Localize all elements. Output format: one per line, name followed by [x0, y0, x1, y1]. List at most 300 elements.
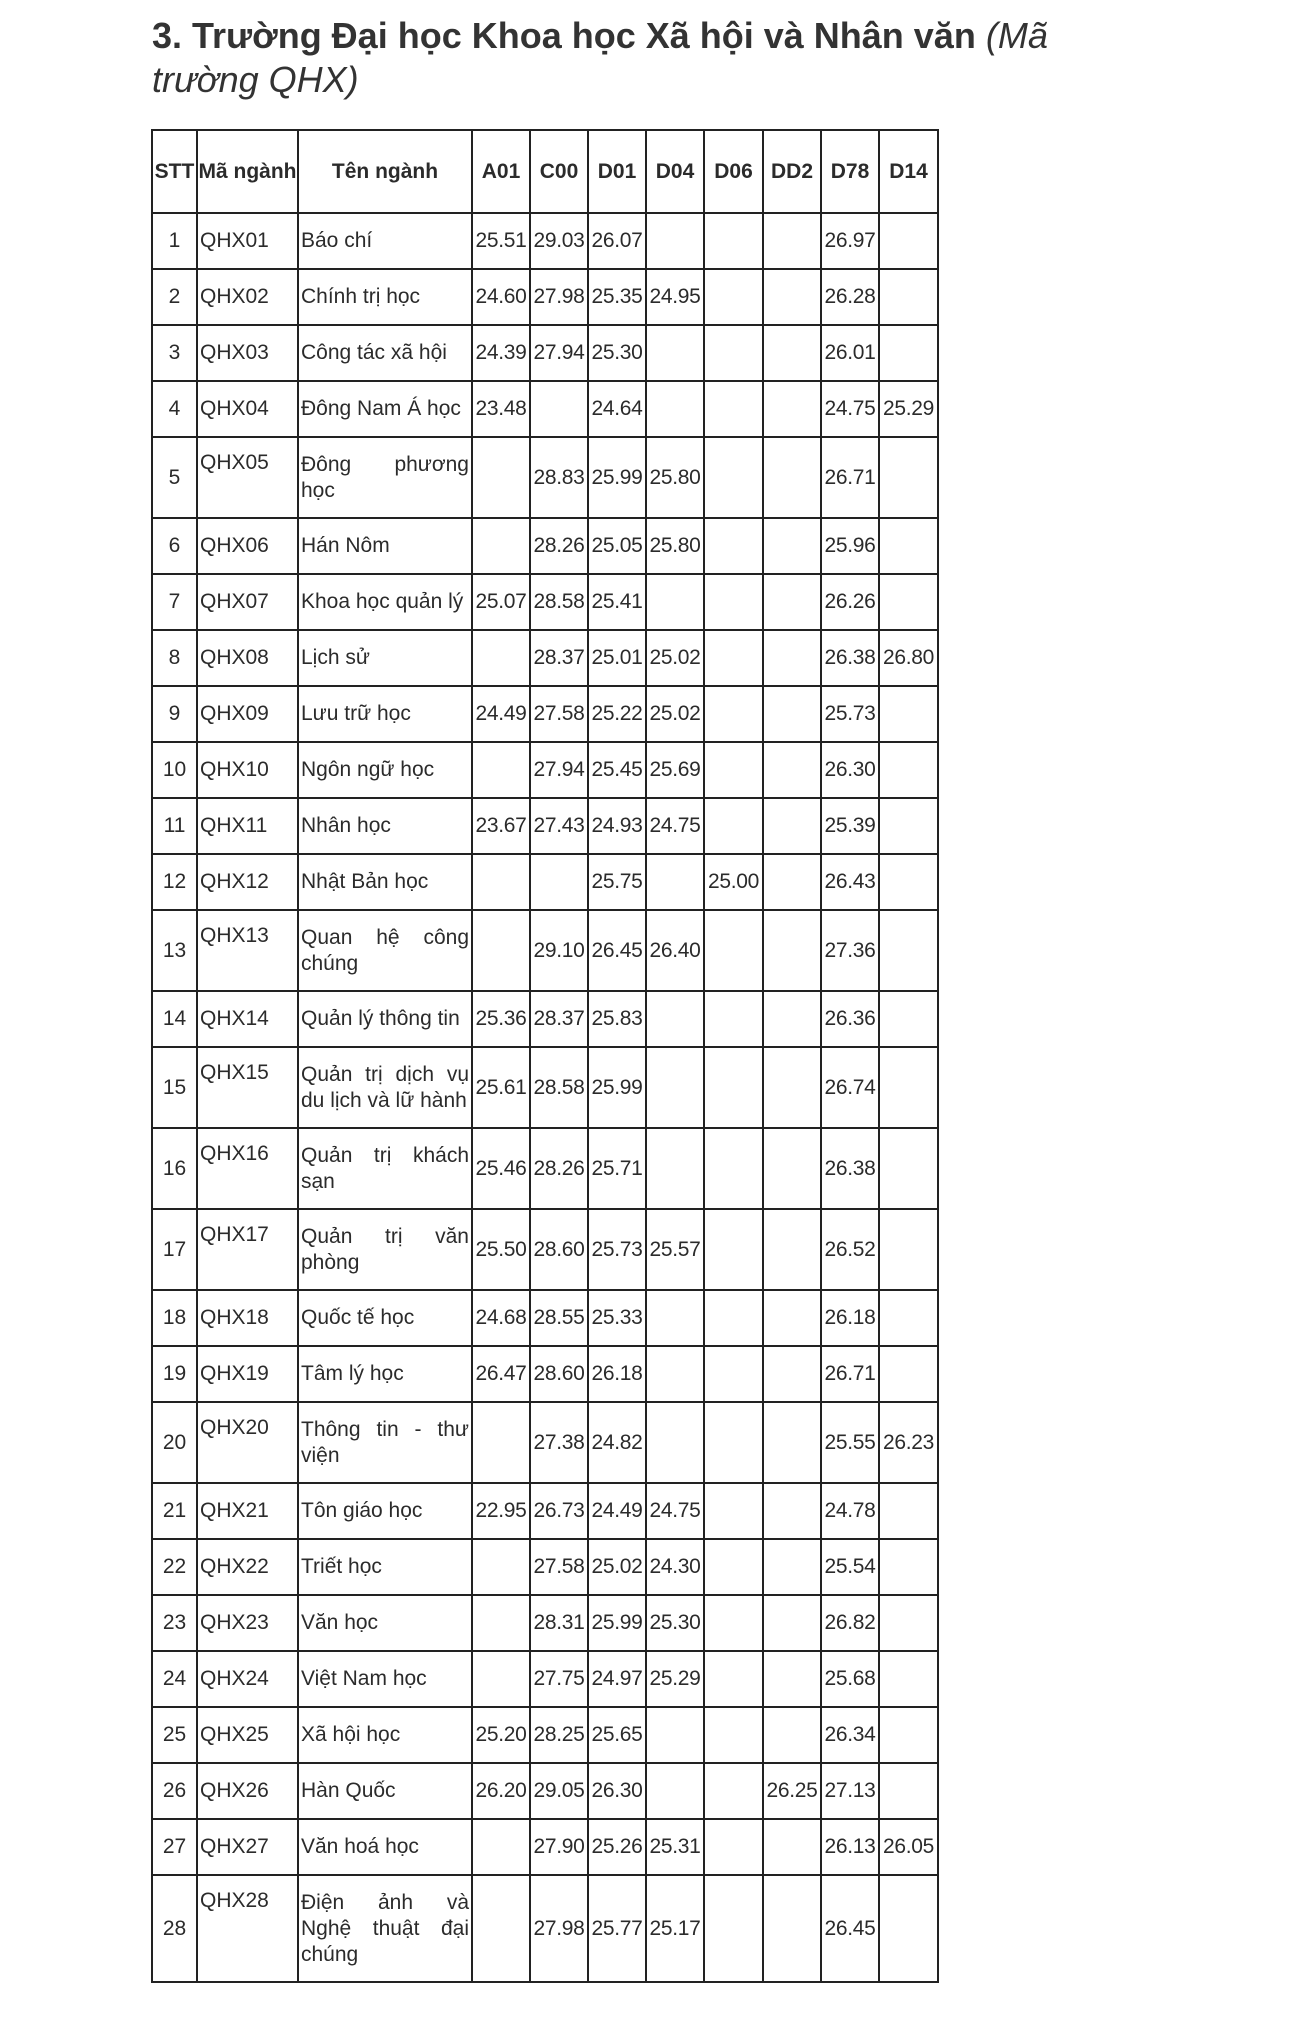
score-cell: 25.46	[472, 1128, 530, 1209]
score-cell: 26.18	[588, 1346, 646, 1402]
score-cell	[472, 1402, 530, 1483]
table-row	[152, 1539, 938, 1595]
score-cell: 27.58	[530, 686, 588, 742]
table-row	[152, 437, 938, 518]
table-row	[152, 1707, 938, 1763]
score-cell: 28.31	[530, 1595, 588, 1651]
score-cell	[646, 1290, 704, 1346]
score-cell: 25.69	[646, 742, 704, 798]
score-cell: 27.94	[530, 742, 588, 798]
row-number-cell: 7	[152, 574, 197, 630]
score-cell: 26.07	[588, 213, 646, 269]
score-cell	[704, 1483, 763, 1539]
score-cell	[704, 630, 763, 686]
score-cell: 24.49	[472, 686, 530, 742]
table-row	[152, 1763, 938, 1819]
score-cell: 26.73	[530, 1483, 588, 1539]
score-cell	[763, 325, 821, 381]
table-row	[152, 1402, 938, 1483]
score-cell	[763, 1707, 821, 1763]
program-code-cell: QHX26	[197, 1763, 298, 1819]
score-cell	[704, 1875, 763, 1982]
table-row	[152, 213, 938, 269]
score-cell: 25.02	[646, 686, 704, 742]
score-cell	[879, 1651, 938, 1707]
column-header: D04	[646, 130, 704, 213]
score-cell	[646, 1707, 704, 1763]
row-number-cell: 17	[152, 1209, 197, 1290]
table-row	[152, 269, 938, 325]
program-code-cell: QHX03	[197, 325, 298, 381]
score-cell: 27.90	[530, 1819, 588, 1875]
score-cell	[879, 798, 938, 854]
score-cell: 26.30	[588, 1763, 646, 1819]
score-cell	[763, 1402, 821, 1483]
score-cell	[472, 1539, 530, 1595]
score-cell: 25.36	[472, 991, 530, 1047]
score-cell: 25.29	[646, 1651, 704, 1707]
column-header: DD2	[763, 130, 821, 213]
score-cell: 27.13	[821, 1763, 879, 1819]
score-cell	[704, 1402, 763, 1483]
program-name-cell: Quản lý thông tin	[298, 991, 472, 1047]
score-cell: 27.36	[821, 910, 879, 991]
score-cell	[879, 1209, 938, 1290]
program-code-cell: QHX25	[197, 1707, 298, 1763]
table-row	[152, 1483, 938, 1539]
score-cell	[704, 1651, 763, 1707]
column-header: Mã ngành	[197, 130, 298, 213]
score-cell: 26.71	[821, 437, 879, 518]
program-code-cell: QHX04	[197, 381, 298, 437]
table-row	[152, 381, 938, 437]
score-cell: 27.75	[530, 1651, 588, 1707]
score-cell: 26.18	[821, 1290, 879, 1346]
program-name-cell: Quản trị văn phòng	[298, 1209, 472, 1290]
score-cell	[879, 1595, 938, 1651]
score-cell: 28.26	[530, 1128, 588, 1209]
score-cell	[646, 1047, 704, 1128]
column-header: Tên ngành	[298, 130, 472, 213]
score-cell: 25.30	[588, 325, 646, 381]
score-cell: 25.80	[646, 437, 704, 518]
table-header-row	[152, 130, 938, 213]
score-cell: 28.37	[530, 991, 588, 1047]
score-cell: 25.05	[588, 518, 646, 574]
row-number-cell: 9	[152, 686, 197, 742]
score-cell	[763, 1128, 821, 1209]
score-cell: 27.58	[530, 1539, 588, 1595]
program-name-cell: Khoa học quản lý	[298, 574, 472, 630]
program-name-cell: Công tác xã hội	[298, 325, 472, 381]
score-cell: 26.13	[821, 1819, 879, 1875]
score-cell	[704, 742, 763, 798]
program-name-cell: Đông Nam Á học	[298, 381, 472, 437]
row-number-cell: 11	[152, 798, 197, 854]
score-cell	[763, 1651, 821, 1707]
program-code-cell: QHX19	[197, 1346, 298, 1402]
program-code-cell: QHX16	[197, 1128, 298, 1209]
score-cell: 29.10	[530, 910, 588, 991]
score-cell: 24.93	[588, 798, 646, 854]
score-cell: 24.75	[821, 381, 879, 437]
score-cell	[704, 910, 763, 991]
program-code-cell: QHX20	[197, 1402, 298, 1483]
row-number-cell: 10	[152, 742, 197, 798]
score-cell: 26.45	[588, 910, 646, 991]
program-code-cell: QHX09	[197, 686, 298, 742]
score-cell: 28.60	[530, 1346, 588, 1402]
score-cell: 25.55	[821, 1402, 879, 1483]
score-cell: 26.40	[646, 910, 704, 991]
score-cell: 28.37	[530, 630, 588, 686]
column-header: A01	[472, 130, 530, 213]
score-cell: 26.25	[763, 1763, 821, 1819]
score-cell: 29.03	[530, 213, 588, 269]
program-code-cell: QHX05	[197, 437, 298, 518]
score-cell: 26.71	[821, 1346, 879, 1402]
program-code-cell: QHX23	[197, 1595, 298, 1651]
row-number-cell: 16	[152, 1128, 197, 1209]
table-row	[152, 910, 938, 991]
score-cell: 25.99	[588, 437, 646, 518]
program-name-cell: Điện ảnh và Nghệ thuật đại chúng	[298, 1875, 472, 1982]
score-cell	[646, 574, 704, 630]
score-cell	[763, 1209, 821, 1290]
score-cell	[704, 1707, 763, 1763]
score-cell	[879, 1875, 938, 1982]
score-cell: 24.39	[472, 325, 530, 381]
section-title: 3. Trường Đại học Khoa học Xã hội và Nhân văn	[152, 15, 976, 56]
row-number-cell: 27	[152, 1819, 197, 1875]
score-cell: 25.39	[821, 798, 879, 854]
score-cell: 25.00	[704, 854, 763, 910]
program-code-cell: QHX15	[197, 1047, 298, 1128]
score-cell	[763, 1483, 821, 1539]
score-cell	[704, 213, 763, 269]
score-cell: 28.83	[530, 437, 588, 518]
program-code-cell: QHX24	[197, 1651, 298, 1707]
program-code-cell: QHX28	[197, 1875, 298, 1982]
score-cell	[530, 381, 588, 437]
score-cell	[763, 1047, 821, 1128]
score-cell	[879, 742, 938, 798]
score-cell: 28.25	[530, 1707, 588, 1763]
score-cell: 24.97	[588, 1651, 646, 1707]
score-cell: 25.22	[588, 686, 646, 742]
score-cell: 27.38	[530, 1402, 588, 1483]
row-number-cell: 23	[152, 1595, 197, 1651]
score-cell	[879, 1539, 938, 1595]
score-cell	[879, 1128, 938, 1209]
score-cell	[704, 991, 763, 1047]
table-row	[152, 1875, 938, 1982]
program-code-cell: QHX22	[197, 1539, 298, 1595]
score-cell	[763, 574, 821, 630]
column-header: C00	[530, 130, 588, 213]
score-cell	[646, 1346, 704, 1402]
row-number-cell: 13	[152, 910, 197, 991]
score-cell	[704, 1763, 763, 1819]
score-cell	[879, 991, 938, 1047]
column-header: D14	[879, 130, 938, 213]
table-body	[152, 213, 938, 1982]
table-row	[152, 1047, 938, 1128]
row-number-cell: 14	[152, 991, 197, 1047]
score-cell	[763, 630, 821, 686]
score-cell	[879, 1346, 938, 1402]
score-cell: 25.45	[588, 742, 646, 798]
score-cell	[763, 1595, 821, 1651]
score-cell: 25.33	[588, 1290, 646, 1346]
table-row	[152, 798, 938, 854]
score-cell	[704, 1819, 763, 1875]
table-row	[152, 630, 938, 686]
score-cell	[763, 269, 821, 325]
score-cell: 28.26	[530, 518, 588, 574]
score-cell	[879, 1483, 938, 1539]
table-row	[152, 574, 938, 630]
row-number-cell: 5	[152, 437, 197, 518]
program-code-cell: QHX12	[197, 854, 298, 910]
table-row	[152, 1209, 938, 1290]
row-number-cell: 3	[152, 325, 197, 381]
score-cell: 25.68	[821, 1651, 879, 1707]
program-name-cell: Hán Nôm	[298, 518, 472, 574]
score-cell: 26.34	[821, 1707, 879, 1763]
score-cell	[879, 910, 938, 991]
score-cell	[704, 1539, 763, 1595]
score-cell	[879, 213, 938, 269]
table-row	[152, 325, 938, 381]
score-cell	[763, 686, 821, 742]
score-cell: 27.94	[530, 325, 588, 381]
score-cell	[704, 574, 763, 630]
program-name-cell: Nhân học	[298, 798, 472, 854]
score-cell	[704, 269, 763, 325]
score-cell	[704, 1595, 763, 1651]
score-cell: 26.28	[821, 269, 879, 325]
score-cell: 25.01	[588, 630, 646, 686]
table-row	[152, 1290, 938, 1346]
score-cell: 26.36	[821, 991, 879, 1047]
program-name-cell: Báo chí	[298, 213, 472, 269]
score-cell: 24.75	[646, 798, 704, 854]
score-cell: 25.26	[588, 1819, 646, 1875]
score-cell	[472, 630, 530, 686]
score-cell: 24.60	[472, 269, 530, 325]
program-name-cell: Đông phương học	[298, 437, 472, 518]
score-cell	[763, 1539, 821, 1595]
score-cell: 26.43	[821, 854, 879, 910]
score-cell	[704, 1128, 763, 1209]
score-cell: 26.74	[821, 1047, 879, 1128]
score-cell	[763, 437, 821, 518]
score-cell	[472, 854, 530, 910]
table-row	[152, 1128, 938, 1209]
table-row	[152, 854, 938, 910]
score-cell: 25.65	[588, 1707, 646, 1763]
program-name-cell: Lưu trữ học	[298, 686, 472, 742]
score-cell: 28.60	[530, 1209, 588, 1290]
score-cell: 24.49	[588, 1483, 646, 1539]
score-cell: 25.61	[472, 1047, 530, 1128]
score-cell: 26.38	[821, 630, 879, 686]
score-cell: 25.17	[646, 1875, 704, 1982]
row-number-cell: 22	[152, 1539, 197, 1595]
program-code-cell: QHX21	[197, 1483, 298, 1539]
score-cell: 24.30	[646, 1539, 704, 1595]
score-cell	[763, 854, 821, 910]
score-cell: 29.05	[530, 1763, 588, 1819]
score-cell: 26.52	[821, 1209, 879, 1290]
program-code-cell: QHX11	[197, 798, 298, 854]
score-cell	[879, 574, 938, 630]
score-cell: 28.55	[530, 1290, 588, 1346]
score-cell	[646, 854, 704, 910]
table-row	[152, 1819, 938, 1875]
program-name-cell: Tâm lý học	[298, 1346, 472, 1402]
program-name-cell: Quản trị khách sạn	[298, 1128, 472, 1209]
column-header: D78	[821, 130, 879, 213]
table-row	[152, 686, 938, 742]
score-cell: 25.99	[588, 1595, 646, 1651]
score-cell	[879, 1707, 938, 1763]
score-cell: 25.71	[588, 1128, 646, 1209]
score-cell	[704, 325, 763, 381]
program-name-cell: Triết học	[298, 1539, 472, 1595]
score-cell	[879, 1047, 938, 1128]
score-cell	[704, 381, 763, 437]
score-cell	[763, 991, 821, 1047]
score-cell	[646, 1128, 704, 1209]
row-number-cell: 1	[152, 213, 197, 269]
score-cell	[763, 910, 821, 991]
score-cell: 25.51	[472, 213, 530, 269]
program-name-cell: Thông tin - thư viện	[298, 1402, 472, 1483]
score-cell: 23.48	[472, 381, 530, 437]
score-cell: 25.99	[588, 1047, 646, 1128]
score-cell: 26.01	[821, 325, 879, 381]
program-name-cell: Hàn Quốc	[298, 1763, 472, 1819]
score-cell	[879, 325, 938, 381]
score-cell: 26.30	[821, 742, 879, 798]
score-cell	[763, 381, 821, 437]
score-cell: 25.80	[646, 518, 704, 574]
program-name-cell: Văn học	[298, 1595, 472, 1651]
score-cell	[472, 437, 530, 518]
program-name-cell: Quản trị dịch vụ du lịch và lữ hành	[298, 1047, 472, 1128]
score-cell: 24.82	[588, 1402, 646, 1483]
score-cell: 26.45	[821, 1875, 879, 1982]
program-name-cell: Tôn giáo học	[298, 1483, 472, 1539]
score-cell	[879, 269, 938, 325]
section-heading	[152, 14, 1142, 102]
row-number-cell: 4	[152, 381, 197, 437]
score-cell: 28.58	[530, 1047, 588, 1128]
score-cell: 27.43	[530, 798, 588, 854]
row-number-cell: 18	[152, 1290, 197, 1346]
score-cell: 23.67	[472, 798, 530, 854]
score-cell	[704, 798, 763, 854]
program-code-cell: QHX14	[197, 991, 298, 1047]
row-number-cell: 28	[152, 1875, 197, 1982]
score-cell	[704, 518, 763, 574]
program-name-cell: Quốc tế học	[298, 1290, 472, 1346]
column-header: D06	[704, 130, 763, 213]
table-row	[152, 1595, 938, 1651]
program-name-cell: Văn hoá học	[298, 1819, 472, 1875]
score-cell: 25.30	[646, 1595, 704, 1651]
score-cell: 24.75	[646, 1483, 704, 1539]
score-cell: 26.23	[879, 1402, 938, 1483]
program-code-cell: QHX27	[197, 1819, 298, 1875]
program-code-cell: QHX07	[197, 574, 298, 630]
score-cell: 25.20	[472, 1707, 530, 1763]
score-cell: 26.05	[879, 1819, 938, 1875]
row-number-cell: 12	[152, 854, 197, 910]
program-name-cell: Chính trị học	[298, 269, 472, 325]
program-name-cell: Quan hệ công chúng	[298, 910, 472, 991]
program-code-cell: QHX17	[197, 1209, 298, 1290]
admission-scores-table	[151, 129, 939, 1983]
row-number-cell: 8	[152, 630, 197, 686]
score-cell: 25.77	[588, 1875, 646, 1982]
table-row	[152, 1346, 938, 1402]
score-cell	[763, 518, 821, 574]
score-cell: 25.31	[646, 1819, 704, 1875]
score-cell	[704, 1346, 763, 1402]
score-cell: 26.20	[472, 1763, 530, 1819]
score-cell: 26.80	[879, 630, 938, 686]
score-cell	[763, 742, 821, 798]
score-cell	[472, 518, 530, 574]
score-cell	[472, 1875, 530, 1982]
score-cell	[472, 1819, 530, 1875]
score-cell: 26.47	[472, 1346, 530, 1402]
score-cell: 25.54	[821, 1539, 879, 1595]
score-cell: 25.73	[588, 1209, 646, 1290]
score-cell	[646, 991, 704, 1047]
score-cell	[879, 686, 938, 742]
program-code-cell: QHX10	[197, 742, 298, 798]
score-cell: 25.02	[646, 630, 704, 686]
score-cell	[646, 1763, 704, 1819]
score-cell	[646, 1402, 704, 1483]
score-cell	[879, 1290, 938, 1346]
score-cell	[763, 1346, 821, 1402]
program-name-cell: Việt Nam học	[298, 1651, 472, 1707]
score-cell: 25.29	[879, 381, 938, 437]
score-cell	[763, 1875, 821, 1982]
score-cell	[879, 518, 938, 574]
score-cell: 25.73	[821, 686, 879, 742]
score-cell	[646, 325, 704, 381]
score-cell	[879, 1763, 938, 1819]
program-code-cell: QHX06	[197, 518, 298, 574]
score-cell: 26.82	[821, 1595, 879, 1651]
score-cell	[704, 437, 763, 518]
program-name-cell: Lịch sử	[298, 630, 472, 686]
score-cell: 24.78	[821, 1483, 879, 1539]
score-cell	[763, 798, 821, 854]
score-cell: 25.50	[472, 1209, 530, 1290]
score-cell	[879, 437, 938, 518]
program-code-cell: QHX01	[197, 213, 298, 269]
program-code-cell: QHX02	[197, 269, 298, 325]
score-cell	[763, 1290, 821, 1346]
score-cell	[472, 1595, 530, 1651]
